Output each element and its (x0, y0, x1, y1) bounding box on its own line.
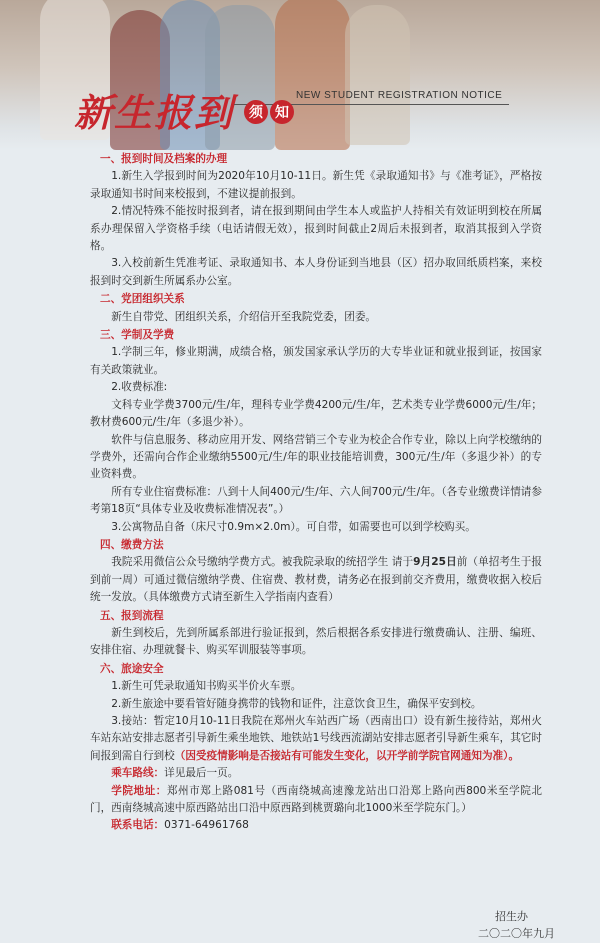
paragraph: 所有专业住宿费标准：八到十人间400元/生/年、六人间700元/生/年。（各专业缴费详情请参考第18页“具体专业及收费标准情况表”。） (90, 485, 542, 516)
epidemic-note: （因受疫情影响是否接站有可能发生变化，以开学前学院官网通知为准）。 (174, 749, 520, 762)
paragraph: 文科专业学费3700元/生/年，理科专业学费4200元/生/年，艺术类专业学费6000元/生/年；教材费600元/生/年（多退少补）。 (90, 398, 542, 429)
paragraph: 软件与信息服务、移动应用开发、网络营销三个专业为校企合作专业，除以上向学校缴纳的学费外，还需向合作企业缴纳5500元/生/年的职业技能培训费，300元/生/年（多退少补）的专业资料费。 (90, 433, 542, 481)
route-label: 乘车路线： (111, 767, 165, 780)
english-title: NEW STUDENT REGISTRATION NOTICE (296, 90, 503, 101)
text-run: 3.接站：暂定10月10-11日我院在郑州火车站西广场（西南出口）设有新生接待站，郑州火车站东站安排志愿者引导新生乘坐地铁、地铁站1号线西流湖站安排志愿者引导新生乘车，其它时间报到需自行到校 (90, 715, 542, 762)
notice-header (74, 78, 534, 133)
title-suffix-char: 知 (270, 100, 294, 124)
deadline-date: 9月25日 (413, 556, 457, 569)
page-title: 新生报到 (74, 90, 235, 135)
paragraph: 1.学制三年，修业期满，成绩合格，颁发国家承认学历的大专毕业证和就业报到证，按国家有关政策就业。 (90, 346, 542, 376)
title-suffix (244, 100, 294, 124)
issue-date: 二〇二〇年九月 (478, 927, 555, 940)
section-heading: 一、报到时间及档案的办理 (100, 153, 228, 165)
text-run: 我院采用微信公众号缴纳学费方式。被我院录取的统招学生 请于 (111, 556, 414, 569)
section-heading: 六、旅途安全 (100, 662, 164, 675)
paragraph: 2.新生旅途中要看管好随身携带的钱物和证件，注意饮食卫生，确保平安到校。 (111, 697, 482, 710)
paragraph: 新生到校后，先到所属系部进行验证报到，然后根据各系安排进行缴费确认、注册、编班、安排住宿、办理就餐卡、购买军训服装等事项。 (90, 626, 542, 657)
phone-label: 联系电话： (111, 819, 165, 832)
title-suffix-char: 须 (244, 100, 268, 124)
paragraph (90, 783, 542, 818)
notice-body (90, 150, 542, 835)
text-run: 前（单招考生于报到前一周）可通过微信缴纳学费、住宿费、教材费，请务必在报到前交齐费用，缴费收据入校后统一发放。（具体缴费方式请至新生入学指南内查看） (90, 556, 542, 604)
paragraph (90, 817, 542, 834)
phone-number: 0371-64961768 (164, 819, 249, 832)
paragraph: 1.新生入学报到时间为2020年10月10-11日。新生凭《录取通知书》与《准考证》，严格按录取通知书时间来校报到，不建议提前报到。 (90, 170, 542, 200)
paragraph (90, 765, 542, 782)
issuing-office: 招生办 (495, 910, 528, 923)
paragraph (90, 713, 542, 765)
paragraph: 2.收费标准: (111, 381, 168, 394)
section-heading: 三、学制及学费 (100, 329, 175, 342)
paragraph: 3.入校前新生凭准考证、录取通知书、本人身份证到当地县（区）招办取回纸质档案，来校报到时交到新生所属系办公室。 (90, 257, 542, 287)
paragraph: 1.新生可凭录取通知书购买半价火车票。 (111, 680, 302, 693)
paragraph (90, 554, 542, 606)
paragraph: 新生自带党、团组织关系，介绍信开至我院党委，团委。 (111, 310, 377, 323)
address-label: 学院地址： (111, 784, 167, 797)
route-text: 详见最后一页。 (164, 767, 239, 780)
address-text: 郑州市郑上路081号（西南绕城高速豫龙站出口沿郑上路向西800米至学院北门，西南绕城高速中原西路站出口沿中原西路到桃贾璐向北1000米至学院东门。） (90, 784, 542, 815)
paragraph: 2.情况特殊不能按时报到者，请在报到期间由学生本人或监护人持相关有效证明到校在所属系办理保留入学资格手续（电话请假无效），报到时间截止2周后未报到者，取消其报到入学资格。 (90, 205, 542, 253)
paragraph: 3.公寓物品自备（床尺寸0.9m×2.0m）。可自带，如需要也可以到学校购买。 (111, 520, 476, 533)
section-heading: 二、党团组织关系 (100, 293, 185, 306)
section-heading: 五、报到流程 (100, 609, 164, 622)
section-heading: 四、缴费方法 (100, 538, 164, 551)
